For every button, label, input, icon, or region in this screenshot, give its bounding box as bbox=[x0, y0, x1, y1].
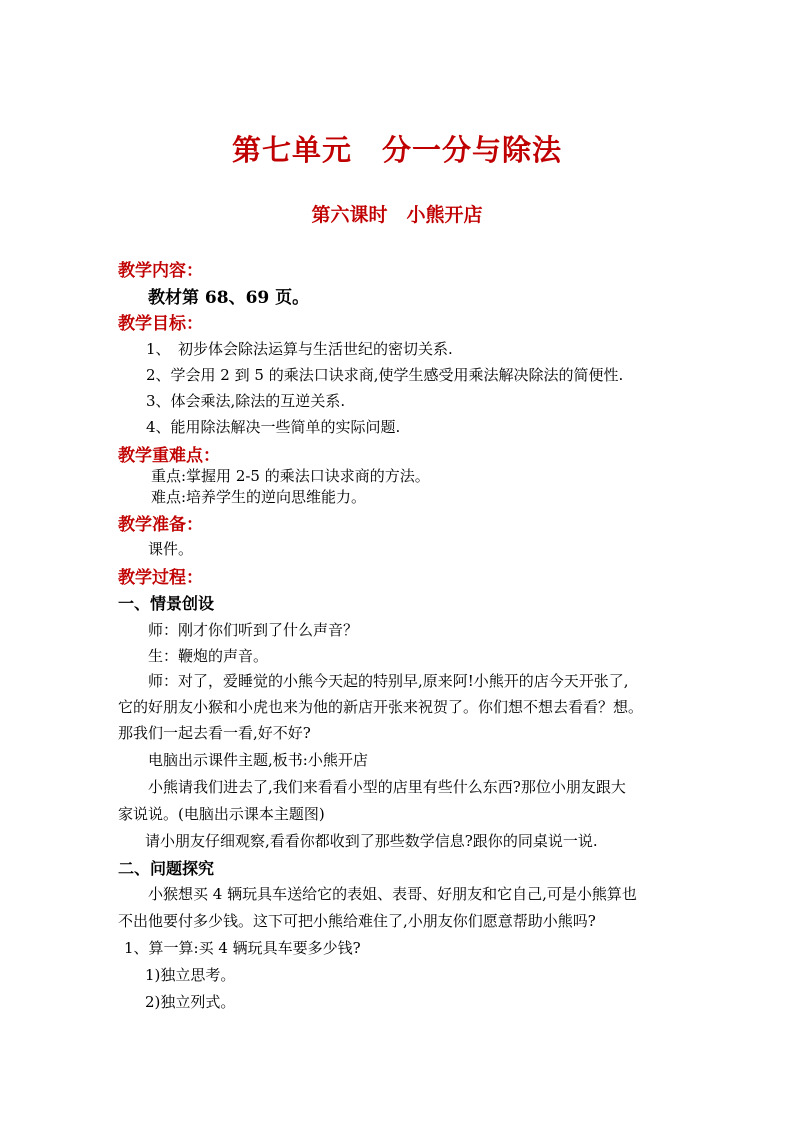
section2-title: 二、问题探究 bbox=[118, 859, 215, 878]
section1-line: 它的好朋友小猴和小虎也来为他的新店开张来祝贺了。你们想不想去看看？想。 bbox=[118, 698, 644, 716]
goal-item-2: 2、学会用 2 到 5 的乘法口诀求商,使学生感受用乘法解决除法的简便性. bbox=[146, 366, 624, 384]
section1-line: 那我们一起去看一看,好不好? bbox=[118, 724, 311, 742]
section1-line: 生：鞭炮的声音。 bbox=[148, 647, 269, 665]
section1-line: 家说说。(电脑出示课本主题图) bbox=[118, 805, 325, 823]
section2-line: 1、算一算:买 4 辆玩具车要多少钱? bbox=[124, 939, 361, 957]
section1-line: 请小朋友仔细观察,看看你都收到了那些数学信息?跟你的同桌说一说. bbox=[145, 832, 598, 850]
unit-title: 第七单元 分一分与除法 bbox=[231, 133, 562, 167]
section1-title: 一、情景创设 bbox=[118, 594, 215, 613]
section1-line: 小熊请我们进去了,我们来看看小型的店里有些什么东西?那位小朋友跟大 bbox=[148, 778, 626, 796]
content-text: 教材第 68、69 页。 bbox=[148, 288, 310, 308]
keypoint-difficult: 难点:培养学生的逆向思维能力。 bbox=[151, 488, 367, 506]
section2-line: 不出他要付多少钱。这下可把小熊给难住了,小朋友你们愿意帮助小熊吗? bbox=[118, 912, 596, 930]
section1-line: 电脑出示课件主题,板书:小熊开店 bbox=[148, 751, 368, 769]
keypoints-heading: 教学重难点： bbox=[118, 446, 220, 466]
goal-item-4: 4、能用除法解决一些简单的实际问题. bbox=[146, 418, 401, 436]
goals-heading: 教学目标： bbox=[118, 314, 203, 334]
prep-text: 课件。 bbox=[148, 540, 194, 558]
section2-line: 1)独立思考。 bbox=[145, 966, 236, 984]
goal-item-1: 1、 初步体会除法运算与生活世纪的密切关系. bbox=[146, 340, 453, 358]
content-heading: 教学内容： bbox=[118, 261, 203, 281]
section2-line: 2)独立列式。 bbox=[145, 993, 236, 1011]
keypoint-key: 重点:掌握用 2-5 的乘法口诀求商的方法。 bbox=[151, 467, 430, 485]
section1-line: 师：对了，爱睡觉的小熊今天起的特别早,原来阿!小熊开的店今天开张了, bbox=[148, 672, 629, 690]
goal-item-3: 3、体会乘法,除法的互逆关系. bbox=[146, 392, 346, 410]
section1-line: 师：刚才你们听到了什么声音？ bbox=[148, 621, 359, 639]
process-heading: 教学过程： bbox=[118, 568, 203, 588]
prep-heading: 教学准备： bbox=[118, 515, 203, 535]
lesson-subtitle: 第六课时 小熊开店 bbox=[311, 204, 483, 226]
section2-line: 小猴想买 4 辆玩具车送给它的表姐、表哥、好朋友和它自己,可是小熊算也 bbox=[148, 885, 637, 903]
